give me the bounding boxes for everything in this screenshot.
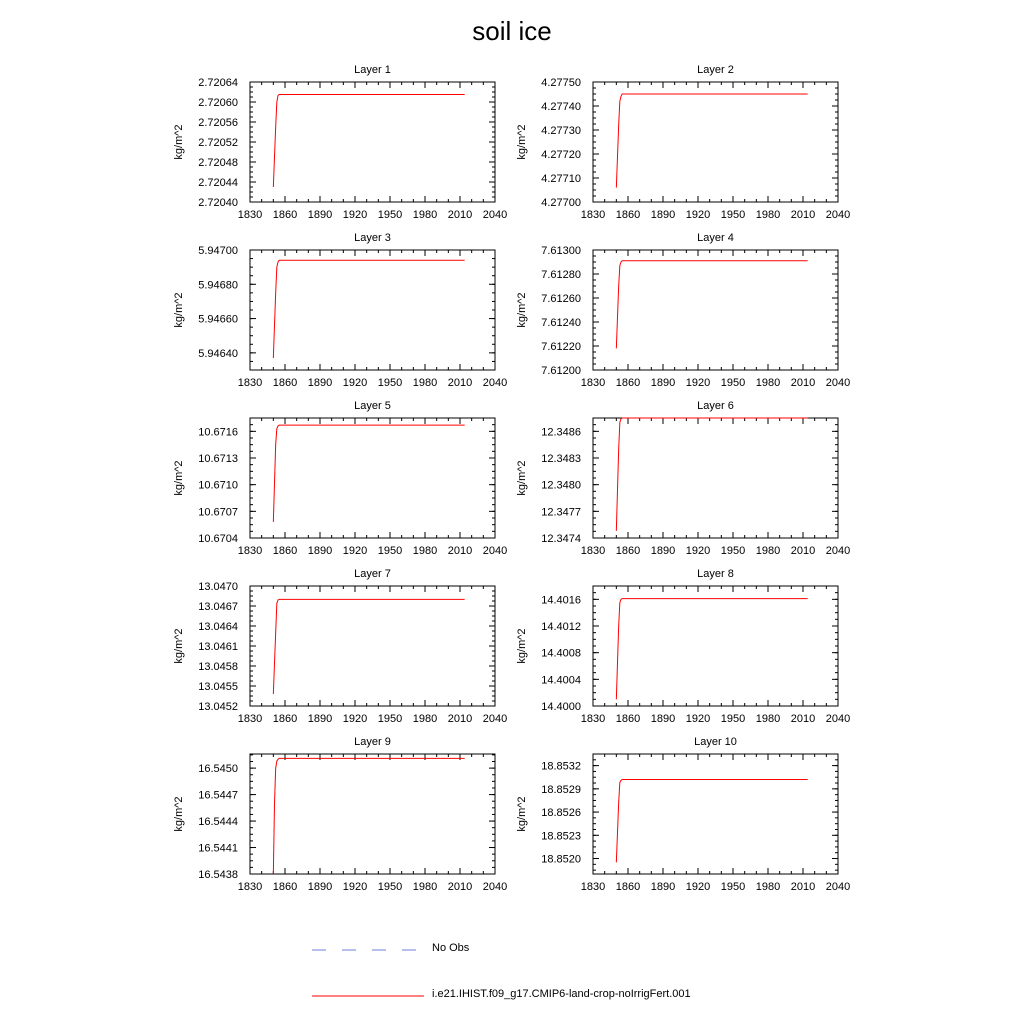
x-tick-label: 2010 — [447, 545, 473, 557]
y-tick-label: 2.72056 — [198, 117, 238, 129]
chart-panel-1 — [173, 64, 507, 221]
x-tick-label: 1980 — [412, 713, 438, 725]
plot-frame — [250, 250, 495, 370]
x-tick-label: 1980 — [755, 881, 781, 893]
y-tick-label: 4.27700 — [541, 197, 581, 209]
y-tick-label: 16.5447 — [198, 789, 238, 802]
y-axis-label: kg/m^2 — [173, 796, 185, 832]
panel-title: Layer 3 — [354, 232, 391, 244]
y-axis-label: kg/m^2 — [173, 124, 185, 160]
y-tick-label: 12.3480 — [541, 479, 581, 492]
series-line-model — [616, 418, 807, 531]
y-tick-label: 14.4000 — [541, 701, 581, 713]
chart-panel-2 — [516, 64, 850, 221]
y-tick-label: 7.61200 — [541, 365, 581, 377]
y-tick-label: 4.27720 — [541, 149, 581, 161]
chart-panel-9 — [173, 736, 507, 893]
y-tick-label: 2.72040 — [198, 197, 238, 209]
panel-title: Layer 4 — [697, 232, 734, 244]
y-tick-label: 2.72052 — [198, 137, 238, 149]
y-tick-label: 12.3483 — [541, 453, 581, 465]
x-tick-label: 2010 — [790, 545, 816, 557]
chart-panel-8 — [516, 568, 850, 725]
x-tick-label: 1860 — [615, 209, 641, 221]
y-tick-label: 13.0455 — [198, 681, 238, 693]
x-tick-label: 1950 — [377, 881, 403, 893]
x-tick-label: 2010 — [790, 713, 816, 725]
x-tick-label: 1920 — [685, 545, 711, 557]
legend-obs — [310, 940, 810, 960]
y-tick-label: 16.5438 — [198, 869, 238, 881]
plot-frame — [250, 754, 495, 874]
x-tick-label: 2040 — [825, 881, 851, 893]
x-tick-label: 1980 — [755, 713, 781, 725]
y-tick-label: 7.61300 — [541, 245, 581, 257]
x-tick-label: 1950 — [720, 881, 746, 893]
x-tick-label: 1830 — [237, 881, 263, 893]
x-tick-label: 1860 — [272, 545, 298, 557]
x-tick-label: 2010 — [790, 209, 816, 221]
x-tick-label: 1920 — [685, 377, 711, 389]
x-tick-label: 1830 — [580, 209, 606, 221]
plot-frame — [250, 586, 495, 706]
chart-panel-4 — [516, 232, 850, 389]
x-tick-label: 1830 — [237, 377, 263, 389]
y-axis-label: kg/m^2 — [516, 796, 528, 832]
x-tick-label: 1890 — [650, 713, 676, 725]
panel-title: Layer 8 — [697, 568, 734, 580]
x-tick-label: 1890 — [650, 881, 676, 893]
y-tick-label: 18.8526 — [541, 807, 581, 820]
x-tick-label: 1830 — [237, 713, 263, 725]
y-tick-label: 16.5444 — [198, 816, 238, 829]
x-tick-label: 1950 — [377, 713, 403, 725]
y-tick-label: 10.6707 — [198, 506, 238, 519]
y-tick-label: 14.4012 — [541, 621, 581, 633]
x-tick-label: 1950 — [720, 377, 746, 389]
x-tick-label: 1950 — [720, 545, 746, 557]
x-tick-label: 2040 — [825, 713, 851, 725]
x-tick-label: 1980 — [412, 209, 438, 221]
x-tick-label: 1980 — [412, 881, 438, 893]
y-tick-label: 13.0467 — [198, 601, 238, 613]
x-tick-label: 1920 — [685, 713, 711, 725]
x-tick-label: 1830 — [580, 545, 606, 557]
y-tick-label: 2.72044 — [198, 177, 238, 189]
y-tick-label: 13.0452 — [198, 701, 238, 713]
plot-frame — [593, 754, 838, 874]
series-line-model — [616, 780, 807, 863]
x-tick-label: 2010 — [447, 377, 473, 389]
series-line-model — [273, 599, 464, 694]
x-tick-label: 1860 — [615, 545, 641, 557]
x-tick-label: 2010 — [447, 881, 473, 893]
y-tick-label: 4.27750 — [541, 77, 581, 89]
y-tick-label: 7.61280 — [541, 269, 581, 281]
legend-model-line-sample — [310, 986, 430, 1006]
y-tick-label: 18.8523 — [541, 830, 581, 843]
y-tick-label: 7.61260 — [541, 293, 581, 305]
panel-title: Layer 5 — [354, 400, 391, 412]
legend-model — [310, 986, 810, 1006]
y-axis-label: kg/m^2 — [516, 628, 528, 664]
y-tick-label: 13.0470 — [198, 581, 238, 593]
y-axis-label: kg/m^2 — [173, 460, 185, 496]
x-tick-label: 2010 — [447, 209, 473, 221]
y-tick-label: 13.0461 — [198, 641, 238, 653]
x-tick-label: 1890 — [307, 881, 333, 893]
x-tick-label: 1890 — [307, 545, 333, 557]
y-tick-label: 4.27710 — [541, 173, 581, 185]
x-tick-label: 1950 — [377, 209, 403, 221]
y-axis-label: kg/m^2 — [516, 124, 528, 160]
y-tick-label: 4.27730 — [541, 125, 581, 137]
y-tick-label: 14.4016 — [541, 594, 581, 607]
y-tick-label: 14.4008 — [541, 647, 581, 660]
x-tick-label: 1950 — [377, 377, 403, 389]
x-tick-label: 1920 — [342, 713, 368, 725]
y-tick-label: 12.3474 — [541, 533, 581, 545]
y-tick-label: 12.3486 — [541, 426, 581, 439]
y-tick-label: 18.8520 — [541, 853, 581, 866]
chart-panel-6 — [516, 400, 850, 557]
y-tick-label: 10.6716 — [198, 426, 238, 439]
chart-panel-7 — [173, 568, 507, 725]
x-tick-label: 1920 — [342, 209, 368, 221]
chart-panel-3 — [173, 232, 507, 389]
x-tick-label: 1980 — [412, 545, 438, 557]
figure-title: soil ice — [472, 16, 552, 46]
panel-title: Layer 7 — [354, 568, 391, 580]
x-tick-label: 1890 — [307, 377, 333, 389]
y-tick-label: 10.6710 — [198, 479, 238, 492]
panel-title: Layer 2 — [697, 64, 734, 76]
y-tick-label: 14.4004 — [541, 674, 581, 687]
x-tick-label: 1980 — [755, 545, 781, 557]
x-tick-label: 2040 — [482, 881, 508, 893]
y-tick-label: 4.27740 — [541, 101, 581, 113]
x-tick-label: 2010 — [790, 377, 816, 389]
y-tick-label: 5.94680 — [198, 279, 238, 292]
x-tick-label: 1920 — [685, 881, 711, 893]
x-tick-label: 2040 — [825, 377, 851, 389]
series-line-model — [616, 94, 807, 188]
panel-title: Layer 6 — [697, 400, 734, 412]
y-axis-label: kg/m^2 — [173, 292, 185, 328]
x-tick-label: 2040 — [482, 713, 508, 725]
series-line-model — [616, 261, 807, 349]
x-tick-label: 1920 — [342, 881, 368, 893]
x-tick-label: 2010 — [790, 881, 816, 893]
y-tick-label: 2.72048 — [198, 157, 238, 169]
y-tick-label: 16.5450 — [198, 763, 238, 776]
x-tick-label: 1980 — [755, 209, 781, 221]
x-tick-label: 1950 — [720, 713, 746, 725]
x-tick-label: 1890 — [307, 713, 333, 725]
x-tick-label: 1920 — [342, 377, 368, 389]
legend-obs-line-sample — [310, 940, 430, 960]
y-tick-label: 10.6704 — [198, 533, 238, 545]
y-tick-label: 13.0464 — [198, 621, 238, 633]
panel-title: Layer 10 — [694, 736, 737, 748]
x-tick-label: 1890 — [650, 209, 676, 221]
x-tick-label: 2040 — [482, 377, 508, 389]
y-axis-label: kg/m^2 — [516, 460, 528, 496]
panel-title: Layer 9 — [354, 736, 391, 748]
x-tick-label: 1860 — [272, 881, 298, 893]
plot-frame — [593, 250, 838, 370]
x-tick-label: 1980 — [755, 377, 781, 389]
y-axis-label: kg/m^2 — [173, 628, 185, 664]
x-tick-label: 1860 — [272, 209, 298, 221]
x-tick-label: 1830 — [237, 209, 263, 221]
plot-frame — [593, 82, 838, 202]
y-tick-label: 18.8532 — [541, 760, 581, 773]
chart-panel-10 — [516, 736, 850, 893]
x-tick-label: 2040 — [825, 209, 851, 221]
x-tick-label: 1980 — [412, 377, 438, 389]
y-tick-label: 2.72064 — [198, 77, 238, 89]
y-tick-label: 10.6713 — [198, 453, 238, 465]
y-tick-label: 18.8529 — [541, 783, 581, 796]
x-tick-label: 1830 — [237, 545, 263, 557]
y-tick-label: 5.94640 — [198, 347, 238, 360]
y-tick-label: 7.61240 — [541, 317, 581, 329]
series-line-model — [273, 425, 464, 522]
x-tick-label: 1860 — [615, 377, 641, 389]
x-tick-label: 2040 — [825, 545, 851, 557]
x-tick-label: 1830 — [580, 713, 606, 725]
x-tick-label: 2040 — [482, 209, 508, 221]
legend-obs-label: No Obs — [432, 942, 470, 954]
y-tick-label: 12.3477 — [541, 506, 581, 519]
plot-frame — [593, 418, 838, 538]
panel-title: Layer 1 — [354, 64, 391, 76]
x-tick-label: 1860 — [615, 881, 641, 893]
x-tick-label: 2040 — [482, 545, 508, 557]
y-tick-label: 5.94660 — [198, 313, 238, 326]
x-tick-label: 1890 — [650, 377, 676, 389]
y-tick-label: 2.72060 — [198, 97, 238, 109]
y-tick-label: 13.0458 — [198, 661, 238, 673]
x-tick-label: 1950 — [720, 209, 746, 221]
x-tick-label: 1950 — [377, 545, 403, 557]
series-line-model — [273, 95, 464, 188]
series-line-model — [273, 260, 464, 358]
y-axis-label: kg/m^2 — [516, 292, 528, 328]
plot-frame — [250, 82, 495, 202]
x-tick-label: 1860 — [272, 713, 298, 725]
x-tick-label: 2010 — [447, 713, 473, 725]
x-tick-label: 1920 — [685, 209, 711, 221]
y-tick-label: 7.61220 — [541, 341, 581, 353]
y-tick-label: 16.5441 — [198, 842, 238, 855]
x-tick-label: 1860 — [615, 713, 641, 725]
series-line-model — [273, 758, 464, 874]
plot-frame — [593, 586, 838, 706]
x-tick-label: 1890 — [650, 545, 676, 557]
x-tick-label: 1860 — [272, 377, 298, 389]
plot-frame — [250, 418, 495, 538]
x-tick-label: 1920 — [342, 545, 368, 557]
x-tick-label: 1830 — [580, 881, 606, 893]
chart-panel-5 — [173, 400, 507, 557]
x-tick-label: 1890 — [307, 209, 333, 221]
y-tick-label: 5.94700 — [198, 245, 238, 257]
legend-model-label: i.e21.IHIST.f09_g17.CMIP6-land-crop-noIrrigFert.001 — [432, 988, 691, 1000]
x-tick-label: 1830 — [580, 377, 606, 389]
series-line-model — [616, 599, 807, 700]
